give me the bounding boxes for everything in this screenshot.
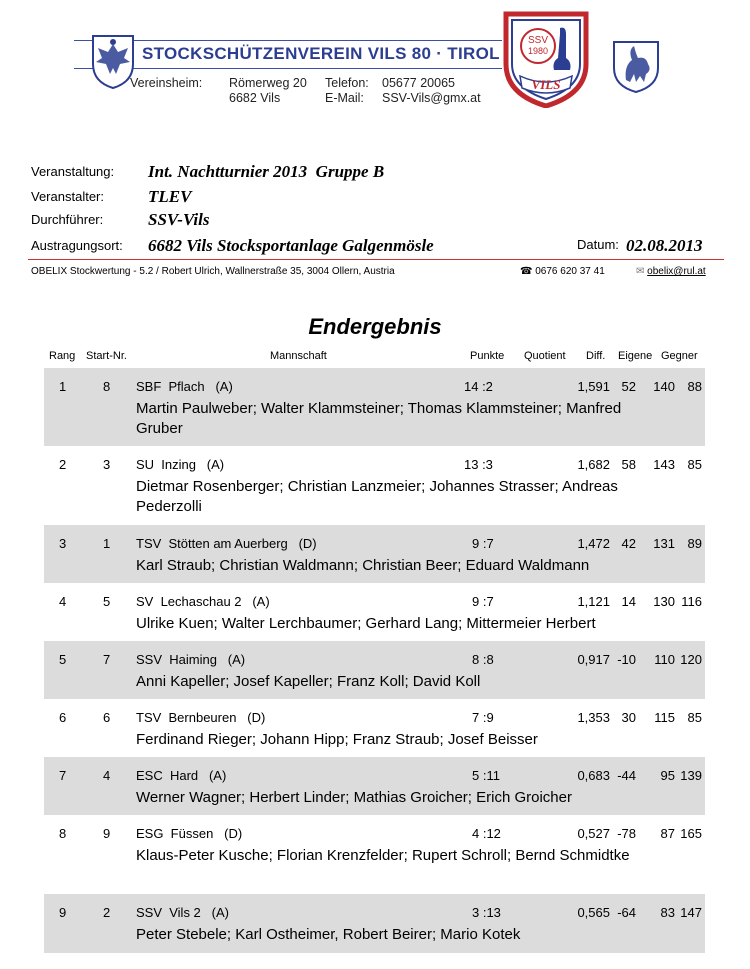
row-team: SSV Haiming (A): [136, 652, 246, 667]
row-own: 115: [654, 710, 675, 725]
row-start-no: 9: [103, 826, 111, 841]
executor-label: Durchführer:: [31, 212, 104, 227]
row-quotient: 1,472: [577, 536, 610, 551]
event-value: Int. Nachtturnier 2013 Gruppe B: [148, 162, 385, 181]
venue-label: Austragungsort:: [31, 238, 123, 253]
row-quotient: 0,527: [577, 826, 610, 841]
row-members: Klaus-Peter Kusche; Florian Krenzfelder; Rupert Schroll; Bernd Schmidtke: [136, 847, 630, 864]
row-points: 13 :3: [464, 457, 493, 472]
letterhead-rule-top: [74, 40, 502, 41]
row-quotient: 1,682: [577, 457, 610, 472]
row-team: ESC Hard (A): [136, 768, 227, 783]
row-start-no: 7: [103, 652, 111, 667]
row-team: ESG Füssen (D): [136, 826, 243, 841]
row-team: TSV Bernbeuren (D): [136, 710, 266, 725]
col-points: Punkte: [470, 350, 505, 362]
row-rank: 9: [59, 905, 67, 920]
row-diff: 14: [621, 594, 636, 609]
club-name: STOCKSCHÜTZENVEREIN VILS 80 · TIROL: [142, 44, 500, 63]
footer-email-address[interactable]: obelix@rul.at: [647, 266, 706, 277]
row-opponent: 139: [680, 768, 702, 783]
event-label: Veranstaltung:: [31, 164, 115, 179]
venue-value: 6682 Vils Stocksportanlage Galgenmösle: [148, 236, 434, 255]
row-members: Peter Stebele; Karl Ostheimer, Robert Beirer; Mario Kotek: [136, 926, 521, 943]
row-opponent: 88: [687, 379, 702, 394]
row-start-no: 5: [103, 594, 111, 609]
result-row: [44, 757, 705, 815]
row-members: Werner Wagner; Herbert Linder; Mathias Groicher; Erich Groicher: [136, 789, 572, 806]
clubhouse-city: 6682 Vils: [229, 91, 281, 105]
row-opponent: 120: [680, 652, 702, 667]
software-credit: OBELIX Stockwertung - 5.2 / Robert Ulrich, Wallnerstraße 35, 3004 Ollern, Austria: [31, 266, 395, 277]
row-own: 140: [653, 379, 675, 394]
row-rank: 6: [59, 710, 67, 725]
row-start-no: 6: [103, 710, 111, 725]
organizer-value: TLEV: [148, 187, 192, 206]
phone-icon: ☎: [520, 266, 533, 277]
row-diff: -10: [617, 652, 636, 667]
row-members: Ulrike Kuen; Walter Lerchbaumer; Gerhard Lang; Mittermeier Herbert: [136, 615, 596, 632]
club-email[interactable]: SSV-Vils@gmx.at: [382, 91, 481, 105]
row-rank: 1: [59, 379, 67, 394]
row-opponent: 85: [687, 457, 702, 472]
row-opponent: 147: [680, 905, 702, 920]
row-quotient: 0,917: [577, 652, 610, 667]
col-own: Eigene: [618, 350, 653, 362]
row-opponent: 116: [681, 594, 702, 609]
row-diff: 52: [621, 379, 636, 394]
row-rank: 2: [59, 457, 67, 472]
row-quotient: 0,565: [577, 905, 610, 920]
row-team: TSV Stötten am Auerberg (D): [136, 536, 317, 551]
col-team: Mannschaft: [270, 350, 327, 362]
row-own: 95: [660, 768, 675, 783]
crest-banner: VILS: [531, 77, 561, 92]
row-diff: -64: [617, 905, 636, 920]
row-quotient: 1,353: [577, 710, 610, 725]
row-diff: -44: [617, 768, 636, 783]
row-quotient: 1,121: [577, 594, 610, 609]
executor-value: SSV-Vils: [148, 210, 210, 229]
row-members: Dietmar Rosenberger; Christian Lanzmeier; Johannes Strasser; Andreas Pederzolli: [136, 478, 618, 515]
col-quotient: Quotient: [524, 350, 566, 362]
page-title: Endergebnis: [308, 314, 442, 339]
row-own: 131: [653, 536, 675, 551]
email-label: E-Mail:: [325, 91, 364, 105]
row-team: SV Lechaschau 2 (A): [136, 594, 270, 609]
row-points: 5 :11: [472, 768, 500, 783]
row-team: SU Inzing (A): [136, 457, 225, 472]
row-points: 14 :2: [464, 379, 493, 394]
row-quotient: 1,591: [577, 379, 610, 394]
row-start-no: 1: [103, 536, 111, 551]
clubhouse-street: Römerweg 20: [229, 76, 307, 90]
row-diff: 58: [621, 457, 636, 472]
result-row: [44, 699, 705, 757]
col-rank: Rang: [49, 350, 76, 362]
letterhead-rule-bottom: [74, 68, 502, 69]
row-points: 9 :7: [472, 536, 494, 551]
result-row: [44, 894, 705, 953]
row-rank: 3: [59, 536, 67, 551]
row-team: SBF Pflach (A): [136, 379, 233, 394]
result-row: [44, 815, 705, 894]
row-own: 83: [660, 905, 675, 920]
row-diff: 30: [621, 710, 636, 725]
ssv-vils-crest-icon: [500, 8, 592, 108]
row-start-no: 2: [103, 905, 111, 920]
crest-year: 1980: [527, 46, 549, 56]
clubhouse-label: Vereinsheim:: [130, 76, 203, 90]
result-row: [44, 525, 705, 583]
row-points: 3 :13: [472, 905, 501, 920]
phone-label: Telefon:: [325, 76, 369, 90]
date-label: Datum:: [577, 237, 619, 252]
col-start-no: Start-Nr.: [86, 350, 127, 362]
col-opponent: Gegner: [661, 350, 698, 362]
divider: [28, 259, 724, 260]
date-value: 02.08.2013: [626, 236, 703, 255]
row-members: Karl Straub; Christian Waldmann; Christian Beer; Eduard Waldmann: [136, 557, 590, 574]
row-diff: 42: [621, 536, 636, 551]
crest-ring-text: SSV: [527, 35, 549, 46]
footer-email[interactable]: [636, 266, 706, 277]
row-own: 143: [653, 457, 675, 472]
row-members: Ferdinand Rieger; Johann Hipp; Franz Straub; Josef Beisser: [136, 731, 538, 748]
result-row: [44, 583, 705, 641]
envelope-icon: ✉: [636, 266, 645, 277]
row-points: 9 :7: [472, 594, 494, 609]
row-own: 130: [653, 594, 675, 609]
row-diff: -78: [617, 826, 636, 841]
organizer-label: Veranstalter:: [31, 189, 104, 204]
row-rank: 5: [59, 652, 67, 667]
row-points: 7 :9: [472, 710, 494, 725]
row-rank: 7: [59, 768, 67, 783]
row-start-no: 8: [103, 379, 111, 394]
row-own: 87: [660, 826, 675, 841]
row-points: 8 :8: [472, 652, 494, 667]
result-row: [44, 368, 705, 446]
col-diff: Diff.: [586, 350, 606, 362]
ibex-crest-icon: [610, 36, 662, 94]
result-row: [44, 641, 705, 699]
row-opponent: 165: [680, 826, 702, 841]
row-opponent: 85: [687, 710, 702, 725]
footer-phone: [520, 266, 605, 277]
row-start-no: 3: [103, 457, 111, 472]
row-members: Martin Paulweber; Walter Klammsteiner; Thomas Klammsteiner; Manfred Gruber: [136, 400, 622, 437]
row-start-no: 4: [103, 768, 111, 783]
row-rank: 4: [59, 594, 67, 609]
club-phone: 05677 20065: [382, 76, 455, 90]
row-members: Anni Kapeller; Josef Kapeller; Franz Koll; David Koll: [136, 673, 481, 690]
result-row: [44, 446, 705, 524]
row-quotient: 0,683: [577, 768, 610, 783]
row-own: 110: [654, 652, 675, 667]
row-rank: 8: [59, 826, 67, 841]
footer-phone-number: 0676 620 37 41: [535, 266, 605, 277]
row-team: SSV Vils 2 (A): [136, 905, 229, 920]
row-points: 4 :12: [472, 826, 501, 841]
row-opponent: 89: [687, 536, 702, 551]
